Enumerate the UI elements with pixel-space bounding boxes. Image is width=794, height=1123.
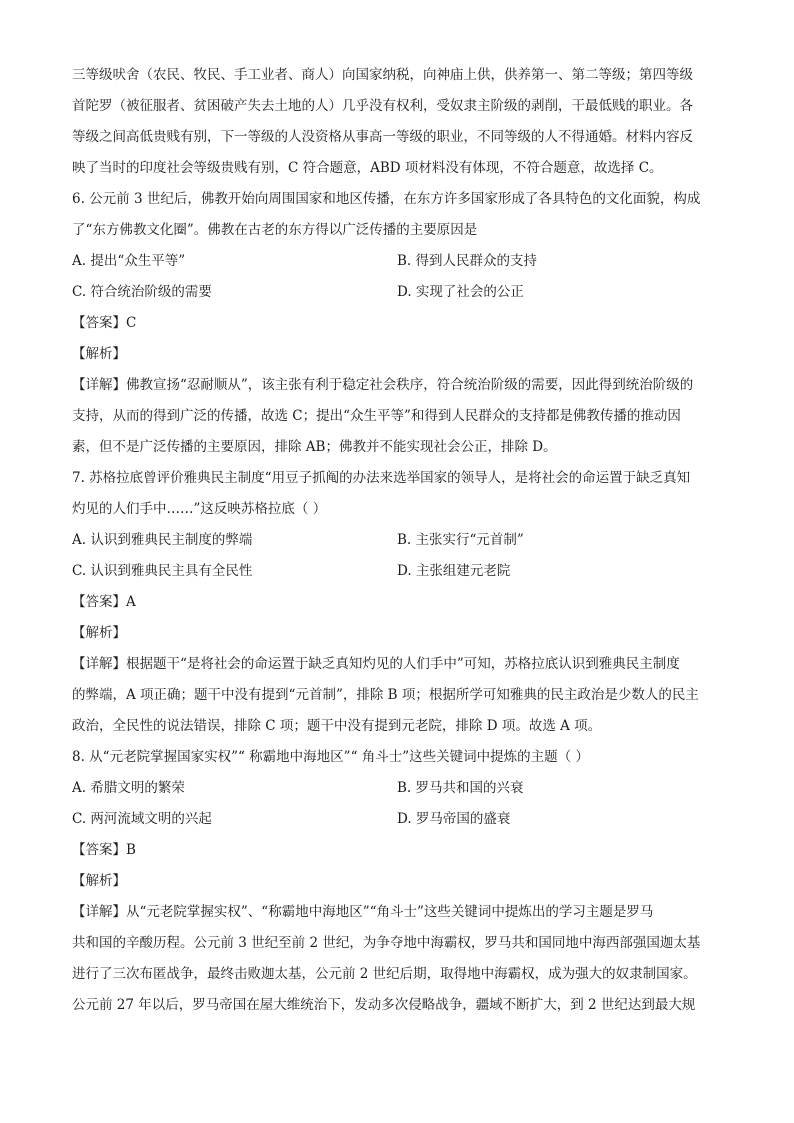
options-row <box>72 525 726 556</box>
option-a: A. 希腊文明的繁荣 <box>72 780 185 796</box>
option-d: D. 罗马帝国的盛衰 <box>397 811 511 827</box>
answer-label: 【答案】B <box>72 842 136 858</box>
option-a: A. 提出“众生平等” <box>72 253 186 269</box>
option-c: C. 符合统治阶级的需要 <box>72 284 212 300</box>
analysis-label: 【解析】 <box>72 873 126 889</box>
detail-line: 【详解】根据题干“是将社会的命运置于缺乏真知灼见的人们手中”可知，苏格拉底认识到雅典民主制度 <box>72 656 680 672</box>
question-6 <box>72 184 726 463</box>
detail-line: 共和国的辛酸历程。公元前 3 世纪至前 2 世纪，为争夺地中海霸权，罗马共和国同地中海西部强国迦太基 <box>72 935 701 951</box>
question-stem-line: 灼见的人们手中……”这反映苏格拉底（ ） <box>72 501 327 517</box>
question-stem-line: 了“东方佛教文化圈”。佛教在古老的东方得以广泛传播的主要原因是 <box>72 222 478 238</box>
question-stem-line: 8. 从“元老院掌握国家实权”“ 称霸地中海地区”“ 角斗士”这些关键词中提炼的主题（ ） <box>72 749 589 765</box>
option-c: C. 认识到雅典民主具有全民性 <box>72 563 253 579</box>
option-d: D. 主张组建元老院 <box>397 563 511 579</box>
analysis-label: 【解析】 <box>72 346 126 362</box>
option-b: B. 主张实行“元首制” <box>397 532 524 548</box>
detail-line: 进行了三次布匿战争，最终击败迦太基，公元前 2 世纪后期，取得地中海霸权，成为强大的奴隶制国家。 <box>72 966 697 982</box>
option-b: B. 罗马共和国的兴衰 <box>397 780 524 796</box>
detail-line: 公元前 27 年以后，罗马帝国在屋大维统治下，发动多次侵略战争，疆域不断扩大，到 2 世纪达到最大规 <box>72 997 696 1013</box>
detail-line: 【详解】从“元老院掌握实权”、“称霸地中海地区”“角斗士”这些关键词中提炼出的学习主题是罗马 <box>72 904 654 920</box>
option-c: C. 两河流域文明的兴起 <box>72 811 212 827</box>
analysis-label: 【解析】 <box>72 625 126 641</box>
text-line: 映了当时的印度社会等级贵贱有别，C 符合题意，ABD 项材料没有体现，不符合题意，故选择 C。 <box>72 160 663 176</box>
detail-line: 政治，全民性的说法错误，排除 C 项；题干中没有提到元老院，排除 D 项。故选 A 项。 <box>72 718 602 734</box>
question-stem-line: 6. 公元前 3 世纪后，佛教开始向周围国家和地区传播，在东方许多国家形成了各具特色的文化面貌，构成 <box>72 191 701 207</box>
answer-label: 【答案】C <box>72 315 137 331</box>
intro-paragraph <box>72 60 726 184</box>
text-line: 首陀罗（被征服者、贫困破产失去土地的人）几乎没有权利，受奴隶主阶级的剥削，干最低贱的职业。各 <box>72 98 693 114</box>
detail-line: 支持，从而的得到广泛的传播，故选 C；提出“众生平等”和得到人民群众的支持都是佛教传播的推动因 <box>72 408 681 424</box>
question-stem-line: 7. 苏格拉底曾评价雅典民主制度“用豆子抓阄的办法来选举国家的领导人，是将社会的命运置于缺乏真知 <box>72 470 691 486</box>
options-row <box>72 556 726 587</box>
text-line: 等级之间高低贵贱有别，下一等级的人没资格从事高一等级的职业，不同等级的人不得通婚。材料内容反 <box>72 129 693 145</box>
page-content <box>72 60 726 1021</box>
options-row <box>72 773 726 804</box>
option-b: B. 得到人民群众的支持 <box>397 253 538 269</box>
option-a: A. 认识到雅典民主制度的弊端 <box>72 532 253 548</box>
options-row <box>72 246 726 277</box>
question-8 <box>72 742 726 1021</box>
detail-line: 的弊端，A 项正确；题干中没有提到“元首制”，排除 B 项；根据所学可知雅典的民主政治是少数人的民主 <box>72 687 699 703</box>
question-7 <box>72 463 726 742</box>
detail-line: 【详解】佛教宣扬“忍耐顺从”，该主张有利于稳定社会秩序，符合统治阶级的需要，因此得到统治阶级的 <box>72 377 694 393</box>
detail-line: 素，但不是广泛传播的主要原因，排除 AB；佛教并不能实现社会公正，排除 D。 <box>72 439 557 455</box>
option-d: D. 实现了社会的公正 <box>397 284 524 300</box>
options-row <box>72 804 726 835</box>
options-row <box>72 277 726 308</box>
text-line: 三等级吠舍（农民、牧民、手工业者、商人）向国家纳税，向神庙上供，供养第一、第二等级；第四等级 <box>72 67 693 83</box>
answer-label: 【答案】A <box>72 594 136 610</box>
